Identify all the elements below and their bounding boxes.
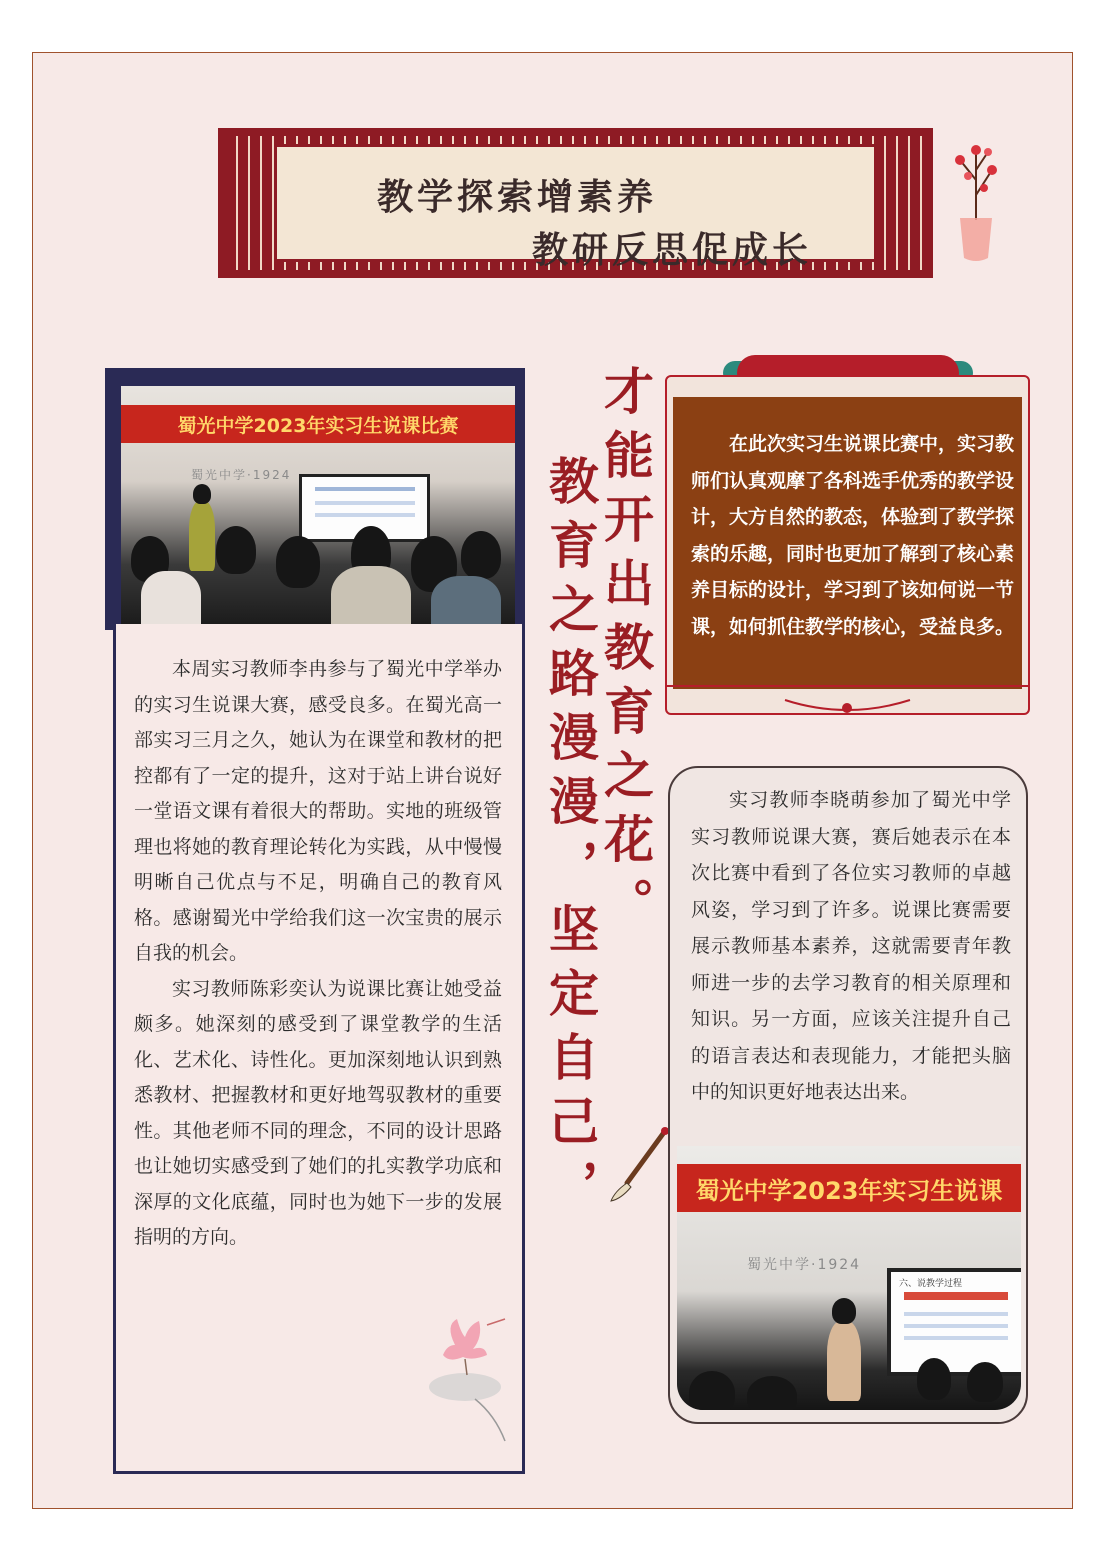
photo2-projector-screen: [887, 1268, 1021, 1376]
calligraphy-left-column: 教育之路漫漫，坚定自己，: [541, 455, 600, 1223]
photo-banner-text: 蜀光中学2023年实习生说课比赛: [121, 405, 515, 443]
photo2-screen-title: 六、说教学过程: [899, 1279, 963, 1289]
photo2-presenter: [827, 1321, 861, 1401]
plum-vase-icon: [948, 140, 1004, 265]
photo-presenter: [189, 501, 215, 571]
contest-photo-2: [677, 1146, 1021, 1410]
photo-logo-text: 蜀光中学·1924: [191, 468, 292, 482]
left-photo-frame: [105, 368, 525, 630]
contest-photo-1: [121, 386, 515, 624]
brush-icon: [605, 1125, 675, 1205]
right-article-text: 实习教师李晓萌参加了蜀光中学实习教师说课大赛，赛后她表示在本次比赛中看到了各位实习教师的卓越风姿，学习到了许多。说课比赛需要展示教师基本素养，这就需要青年教师进一步的去学习教育的相关原理和知识。另一方面，应该关注提升自己的语言表达和表现能力，才能把头脑中的知识更好地表达出来。: [691, 789, 1011, 1103]
scroll-bottom-ornament: [665, 680, 1030, 720]
right-article-card: [668, 766, 1028, 1424]
title-line-2: 教研反思促成长: [532, 229, 813, 271]
scroll-summary-text: 在此次实习生说课比赛中，实习教师们认真观摩了各科选手优秀的教学设计，大方自然的教态，体验到了教学探索的乐趣，同时也更加了解到了核心素养目标的设计，学习到了该如何说一节课，如何抓住教学的核心，受益良多。: [691, 433, 1015, 638]
left-article: [134, 652, 502, 1256]
photo2-logo-text: 蜀光中学·1924: [747, 1257, 862, 1273]
left-paragraph-2: 实习教师陈彩奕认为说课比赛让她受益颇多。她深刻的感受到了课堂教学的生活化、艺术化、诗性化。更加深刻地认识到熟悉教材、把握教材和更好地驾驭教材的重要性。其他老师不同的理念，不同的设计思路也让她切实感受到了她们的扎实教学功底和深厚的文化底蕴，同时也为她下一步的发展指明的方向。: [134, 977, 502, 1248]
title-line-1: 教学探索增素养: [377, 176, 658, 218]
lotus-icon: [425, 1315, 515, 1445]
summary-scroll: [665, 355, 1030, 720]
calligraphy-right-column: 才能开出教育之花。: [596, 365, 655, 941]
banner-paper: [274, 144, 877, 271]
scroll-text-panel: [673, 397, 1022, 689]
title-banner: [218, 128, 933, 278]
scroll-body: [665, 375, 1030, 715]
photo2-banner-text: 蜀光中学2023年实习生说课: [677, 1164, 1021, 1212]
left-paragraph-1: 本周实习教师李冉参与了蜀光中学举办的实习生说课大赛，感受良多。在蜀光高一部实习三月之久，她认为在课堂和教材的把控都有了一定的提升，这对于站上讲台说好一堂语文课有着很大的帮助。实地的班级管理也将她的教育理论转化为实践，从中慢慢明晰自己优点与不足，明确自己的教育风格。感谢蜀光中学给我们这一次宝贵的展示自我的机会。: [134, 658, 502, 964]
